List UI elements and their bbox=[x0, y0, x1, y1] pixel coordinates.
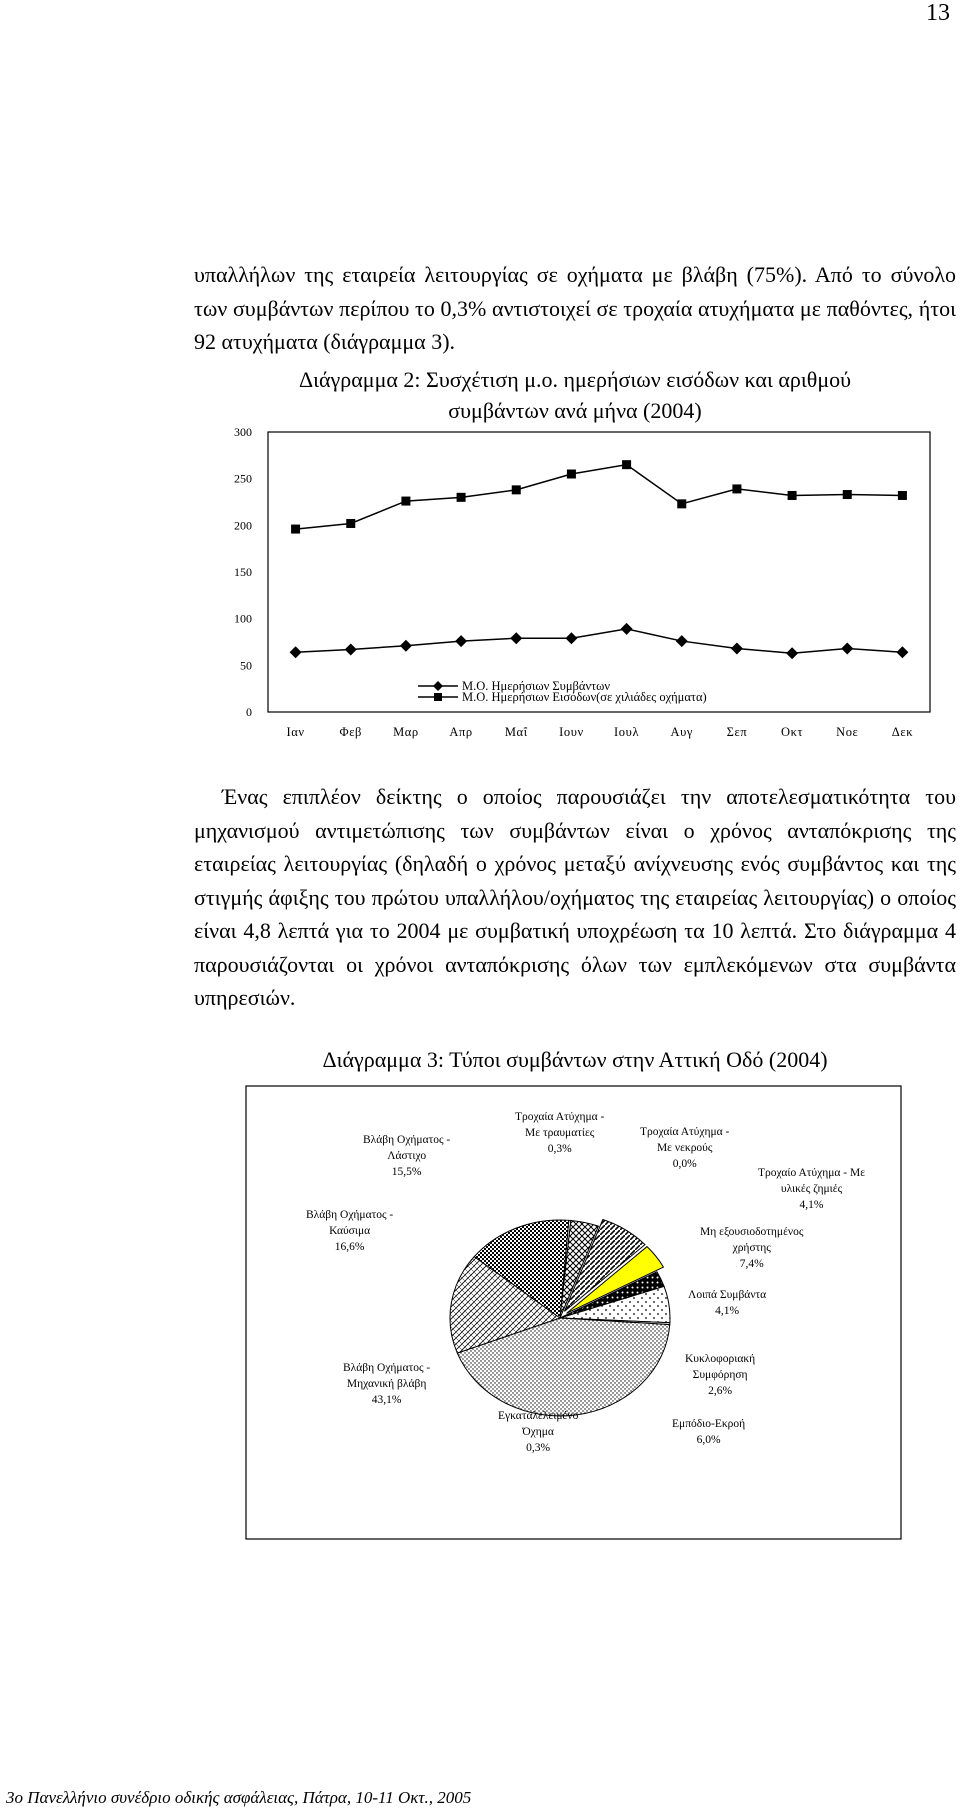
y-tick-label: 0 bbox=[246, 705, 252, 719]
pie-slice-label: Εγκαταλελειμένο Όχημα 0,3% bbox=[498, 1410, 579, 1454]
pie-slice-label: Τροχαίο Ατύχημα - Με υλικές ζημιές 4,1% bbox=[758, 1167, 866, 1211]
x-tick-label: Φεβ bbox=[339, 725, 363, 739]
pie-slice-label: Τροχαία Ατύχημα - Με νεκρούς 0,0% bbox=[640, 1126, 730, 1170]
x-tick-label: Ιαν bbox=[286, 725, 305, 739]
x-tick-label: Οκτ bbox=[781, 725, 804, 739]
paragraph-intro: υπαλλήλων της εταιρεία λειτουργίας σε οχήματα με βλάβη (75%). Από το σύνολο των συμβάντων περίπου το 0,3% αντιστοιχεί σε τροχαία ατυχήματα με παθόντες, ήτοι 92 ατυχήματα (διάγραμμα 3). bbox=[194, 262, 956, 354]
x-tick-label: Απρ bbox=[449, 725, 473, 739]
x-tick-label: Ιουν bbox=[559, 725, 584, 739]
x-tick-label: Μαρ bbox=[393, 725, 419, 739]
pie-chart-title: Διάγραμμα 3: Τύποι συμβάντων στην Αττική Οδό (2004) bbox=[322, 1047, 828, 1072]
legend-label: Μ.Ο. Ημερήσιων Εισόδων(σε χιλιάδες οχήματα) bbox=[462, 690, 707, 704]
legend-label: Μ.Ο. Ημερήσιων Συμβάντων bbox=[462, 679, 611, 693]
y-tick-label: 250 bbox=[234, 471, 252, 486]
pie-slice-label: Λοιπά Συμβάντα 4,1% bbox=[688, 1289, 767, 1317]
y-tick-label: 300 bbox=[234, 425, 252, 439]
y-tick-label: 150 bbox=[234, 565, 252, 579]
line-chart-title-line1: Διάγραμμα 2: Συσχέτιση μ.ο. ημερήσιων εισόδων και αριθμού bbox=[298, 367, 852, 392]
pie-slice-label: Εμπόδιο-Εκροή 6,0% bbox=[672, 1418, 746, 1446]
pie-slice-label: Κυκλοφοριακή Συμφόρηση 2,6% bbox=[685, 1353, 756, 1397]
x-tick-label: Δεκ bbox=[891, 725, 914, 739]
x-tick-label: Μαΐ bbox=[504, 725, 528, 739]
pie-slice-label: Βλάβη Οχήματος - Μηχανική βλάβη 43,1% bbox=[343, 1362, 431, 1406]
page-number: 13 bbox=[926, 0, 950, 26]
x-tick-label: Αυγ bbox=[670, 725, 694, 739]
x-tick-label: Νοε bbox=[836, 725, 859, 739]
pie-slice-label: Βλάβη Οχήματος - Λάστιχο 15,5% bbox=[363, 1134, 451, 1178]
pie-slice-label: Τροχαία Ατύχημα - Με τραυματίες 0,3% bbox=[515, 1111, 605, 1155]
x-tick-label: Ιουλ bbox=[614, 725, 640, 739]
footer-conference: 3ο Πανελλήνιο συνέδριο οδικής ασφάλειας, Πάτρα, 10-11 Οκτ., 2005 bbox=[6, 1788, 472, 1807]
y-tick-label: 200 bbox=[234, 518, 252, 533]
y-tick-label: 100 bbox=[234, 611, 252, 626]
x-tick-label: Σεπ bbox=[726, 725, 748, 739]
line-chart-title-line2: συμβάντων ανά μήνα (2004) bbox=[448, 398, 702, 423]
y-tick-label: 50 bbox=[240, 658, 252, 673]
pie-slice-label: Βλάβη Οχήματος - Καύσιμα 16,6% bbox=[306, 1209, 394, 1253]
paragraph-response-time: Ένας επιπλέον δείκτης ο οποίος παρουσιάζει την αποτελεσματικότητα του μηχανισμού αντιμετώπισης των συμβάντων είναι ο χρόνος ανταπόκρισης της εταιρείας λειτουργίας (δηλαδή ο χρόνος μεταξύ ανίχνευσης ενός συμβάντος και της στιγμής άφιξης του πρώτου υπαλλήλου/οχήματος της εταιρείας λειτουργίας) ο οποίος είναι 4,8 λεπτά για το 2004 με συμβατική υποχρέωση τα 10 λεπτά. Στο διάγραμμα 4 παρουσιάζονται οι χρόνοι ανταπόκρισης όλων των εμπλεκόμενων στα συμβάντα υπηρεσιών. bbox=[194, 784, 956, 1010]
pie-slice-label: Μη εξουσιοδοτημένος χρήστης 7,4% bbox=[700, 1226, 804, 1270]
